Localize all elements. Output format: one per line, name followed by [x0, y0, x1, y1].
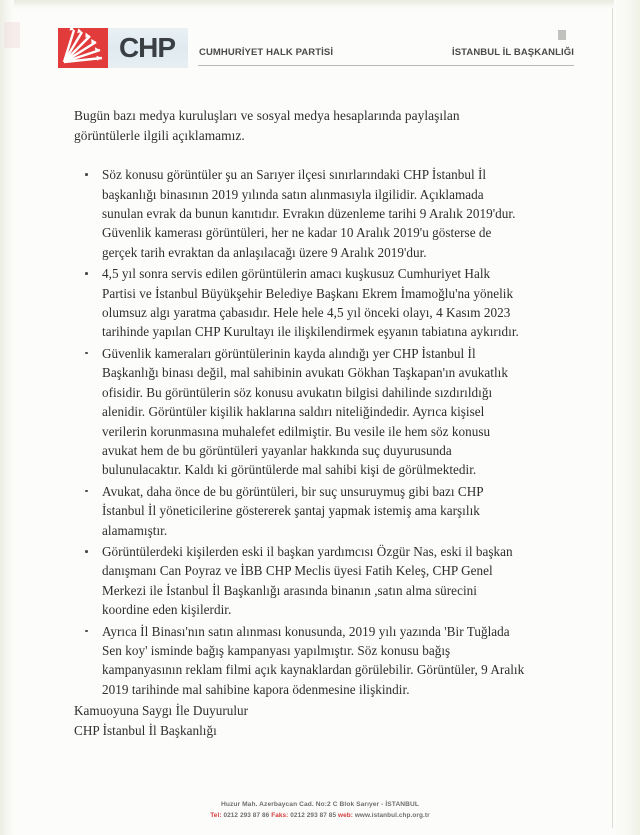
bullet-dot-icon: [85, 550, 88, 553]
list-item: [74, 344, 526, 480]
intro-paragraph: Bugün bazı medya kuruluşları ve sosyal medya hesaplarında paylaşılan görüntülerle ilgili açıklamamız.: [74, 108, 460, 144]
letterhead-footer: [0, 800, 640, 820]
bullet-dot-icon: [85, 630, 88, 633]
footer-tel-value: 0212 293 87 86: [223, 811, 270, 819]
list-item-text: 4,5 yıl sonra servis edilen görüntülerin amacı kuşkusuz Cumhuriyet Halk Partisi ve İstanbul Büyükşehir Belediye Başkanı Ekrem İmamoğlu'na yönelik olumsuz algı yaratma çabasıdır. Hele hele 4,5 yıl önceki olayı, 4 Kasım 2023 tarihinde yapılan CHP Kurultayı ile ilişkilendirmek eşyanın tabiatına aykırıdır.: [102, 266, 519, 340]
footer-address: Huzur Mah. Azerbaycan Cad. No:2 C Blok Sarıyer - İSTANBUL: [220, 801, 420, 808]
closing-block: [74, 701, 526, 740]
list-item-text: Ayrıca İl Binası'nın satın alınması konusunda, 2019 yılı yazında 'Bir Tuğlada Sen koy' isminde bağış kampanyası yapılmıştır. Söz konusu bağış kampanyasının reklam filmi açık kaynaklardan görülebilir. Görüntüler, 9 Aralık 2019 tarihinde mal sahibine kapora ödenmesine ilişkindir.: [102, 623, 525, 697]
scan-edge-top: [0, 0, 640, 10]
footer-web-label: web:: [338, 811, 353, 819]
letterhead: [58, 28, 574, 78]
list-item: [74, 165, 526, 262]
closing-salutation: Kamuoyuna Saygı İle Duyurulur: [74, 703, 249, 719]
chp-logo: [58, 28, 188, 68]
document-body: [74, 106, 526, 740]
footer-fax-label: Faks:: [271, 811, 289, 819]
list-item-text: Söz konusu görüntüler şu an Sarıyer ilçesi sınırlarındaki CHP İstanbul İl başkanlığı binasının 2019 yılında satın alınmasıyla ilgilidir. Açıklamada sunulan evrak da bunun kanıtıdır. Evrakın düzenleme tarihi 9 Aralık 2019'dur. Güvenlik kamerası görüntüleri, her ne kadar 10 Aralık 2019'u gösterse de gerçek tarih evraktan da anlaşılacağı üzere 9 Aralık 2019'dur.: [102, 167, 516, 260]
list-item: [74, 542, 526, 620]
list-item-text: Avukat, daha önce de bu görüntüleri, bir suç unsuruymuş gibi bazı CHP İstanbul İl yöneticilerine göstererek şantaj yapmak istemiş ama karşılık alamamıştır.: [102, 483, 484, 538]
scan-smudge-top-left: [4, 22, 20, 48]
bullet-dot-icon: [85, 352, 88, 355]
bullet-dot-icon: [85, 173, 88, 176]
list-item-text: Güvenlik kameraları görüntülerinin kayda alındığı yer CHP İstanbul İl Başkanlığı binası değil, mal sahibinin avukatı Gökhan Taşkapan'ın avukatlık ofisidir. Bu görüntülerin söz konusu avukatın bilgisi dahilinde sızdırıldığı alenidir. Görüntüler kişilik haklarına saldırı niteliğindedir. Ayrıca kişisel verilerin korunmasına muhalefet edilmiştir. Bu vesile ile hem söz konusu avukat hem de bu görüntüleri yayanlar hakkında suç duyurusunda bulunulacaktır. Kaldı ki görüntülerde mal sahibi kişi de görülmektedir.: [102, 345, 508, 478]
footer-tel-label: Tel:: [210, 811, 222, 819]
chp-wordmark: [108, 28, 188, 68]
list-item-text: Görüntülerdeki kişilerden eski il başkan yardımcısı Özgür Nas, eski il başkan danışmanı Can Poyraz ve İBB CHP Meclis üyesi Fatih Keleş, CHP Genel Merkezi ile İstanbul İl Başkanlığı arasında binanın ,satın alma sürecini koordine eden kişilerdir.: [102, 543, 513, 618]
scan-edge-left: [0, 0, 14, 835]
footer-contact: [0, 811, 640, 820]
letterhead-divider: [198, 65, 574, 66]
bullet-dot-icon: [85, 272, 88, 275]
list-item: [74, 622, 526, 700]
bullet-dot-icon: [85, 490, 88, 493]
footer-fax-value: 0212 293 87 85: [290, 811, 337, 819]
scan-artifact-line: [612, 8, 613, 828]
chp-wordmark-text: CHP: [118, 32, 176, 63]
list-item: [74, 264, 526, 342]
scan-edge-right: [614, 0, 640, 835]
closing-signature: CHP İstanbul İl Başkanlığı: [74, 722, 217, 738]
footer-web-value: www.istanbul.chp.org.tr: [354, 811, 430, 819]
branch-name: İSTANBUL İL BAŞKANLIĞI: [451, 47, 574, 58]
statement-bullet-list: [74, 165, 526, 699]
list-item: [74, 482, 526, 540]
chp-six-arrows-icon: [58, 28, 108, 68]
organization-name: CUMHURİYET HALK PARTİSİ: [199, 47, 334, 58]
